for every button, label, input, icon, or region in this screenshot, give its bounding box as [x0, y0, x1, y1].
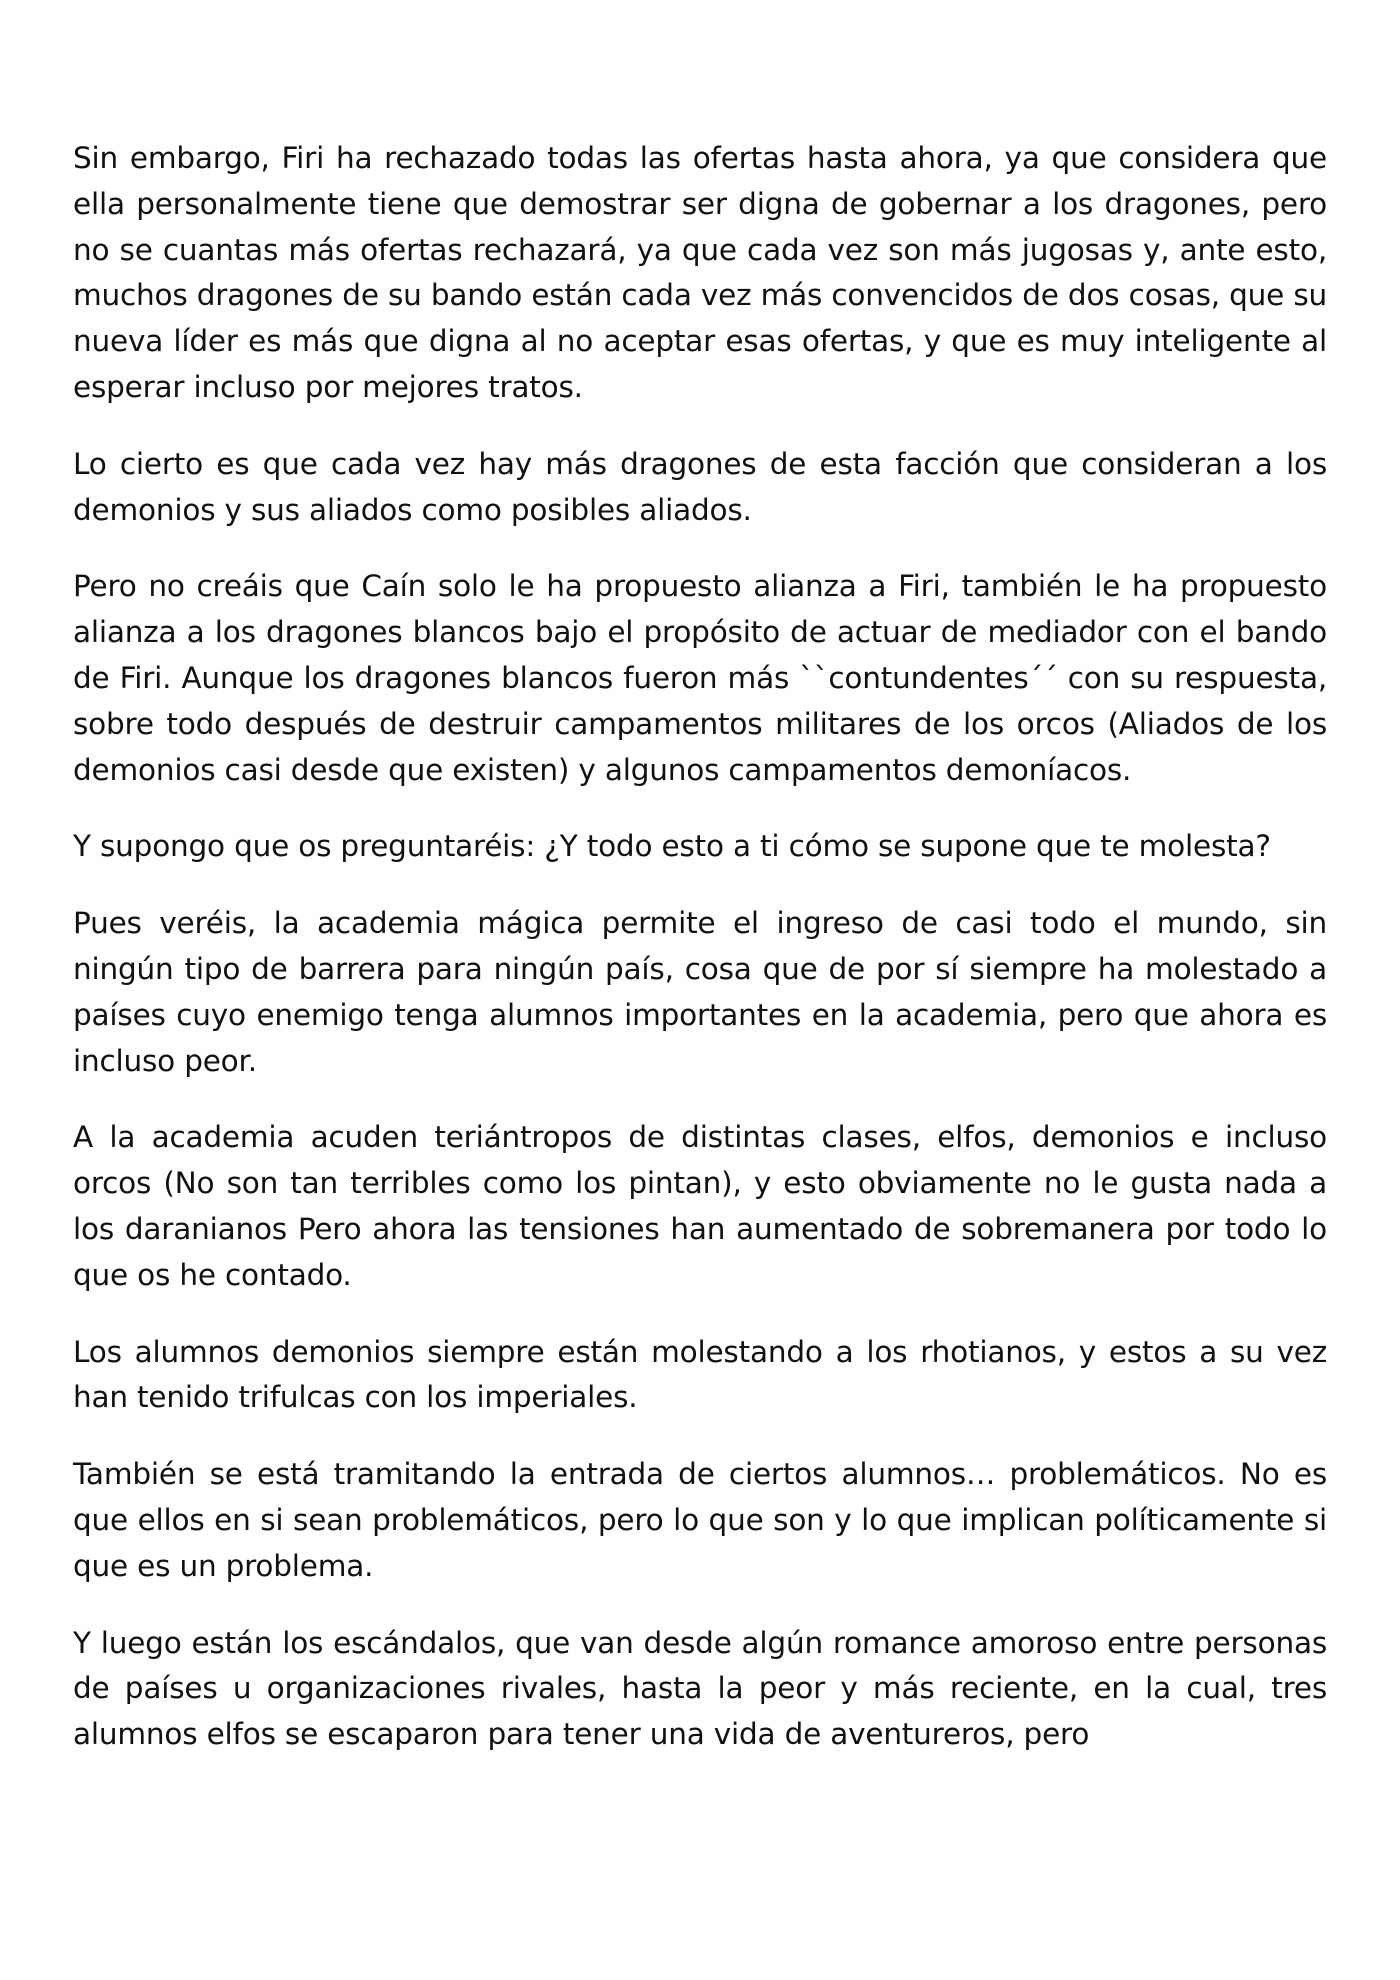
paragraph-6: A la academia acuden teriántropos de distintas clases, elfos, demonios e incluso orcos (No son tan terribles como los pintan), y esto obviamente no le gusta nada a los daranianos Pero ahora las tensiones han aumentado de sobremanera por todo lo que os he contado.	[73, 1120, 1327, 1292]
document-page	[73, 136, 1327, 1758]
paragraph-4: Y supongo que os preguntaréis: ¿Y todo esto a ti cómo se supone que te molesta?	[73, 829, 1271, 864]
paragraph-2: Lo cierto es que cada vez hay más dragones de esta facción que consideran a los demonios y sus aliados como posibles aliados.	[73, 446, 1327, 527]
paragraph-1: Sin embargo, Firi ha rechazado todas las ofertas hasta ahora, ya que considera que ella personalmente tiene que demostrar ser digna de gobernar a los dragones, pero no se cuantas más ofertas rechazará, ya que cada vez son más jugosas y, ante esto, muchos dragones de su bando están cada vez más convencidos de dos cosas, que su nueva líder es más que digna al no aceptar esas ofertas, y que es muy inteligente al esperar incluso por mejores tratos.	[73, 141, 1327, 404]
paragraph-8: También se está tramitando la entrada de ciertos alumnos… problemáticos. No es que ellos en si sean problemáticos, pero lo que son y lo que implican políticamente si que es un problema.	[73, 1457, 1327, 1583]
paragraph-9: Y luego están los escándalos, que van desde algún romance amoroso entre personas de países u organizaciones rivales, hasta la peor y más reciente, en la cual, tres alumnos elfos se escaparon para tener una vida de aventureros, pero	[73, 1625, 1327, 1752]
paragraph-5: Pues veréis, la academia mágica permite el ingreso de casi todo el mundo, sin ningún tipo de barrera para ningún país, cosa que de por sí siempre ha molestado a países cuyo enemigo tenga alumnos importantes en la academia, pero que ahora es incluso peor.	[73, 906, 1327, 1078]
paragraph-3: Pero no creáis que Caín solo le ha propuesto alianza a Firi, también le ha propuesto alianza a los dragones blancos bajo el propósito de actuar de mediador con el bando de Firi. Aunque los dragones blancos fueron más ``contundentes´´ con su respuesta, sobre todo después de destruir campamentos militares de los orcos (Aliados de los demonios casi desde que existen) y algunos campamentos demoníacos.	[73, 569, 1327, 787]
paragraph-7: Los alumnos demonios siempre están molestando a los rhotianos, y estos a su vez han tenido trifulcas con los imperiales.	[73, 1334, 1327, 1415]
